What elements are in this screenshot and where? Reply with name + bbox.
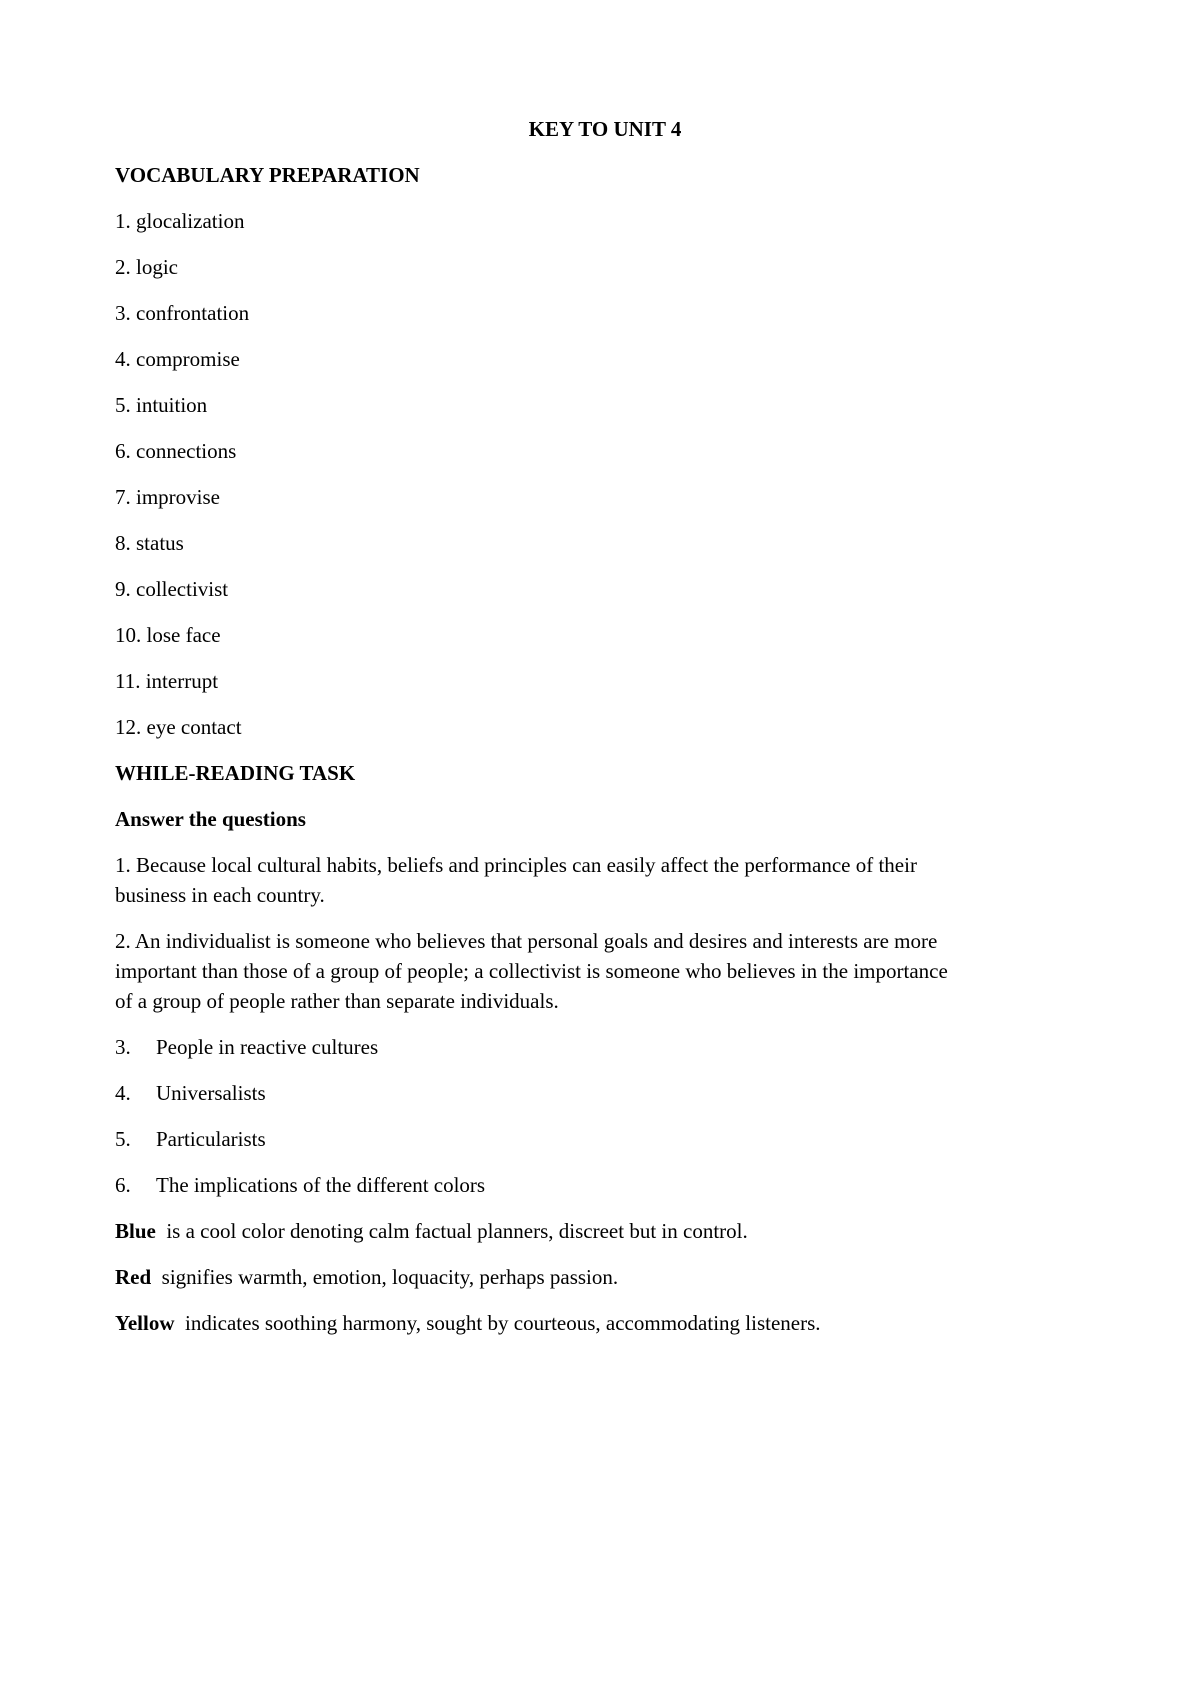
answer-5: [115, 1124, 1095, 1154]
vocab-item: 10. lose face: [115, 623, 221, 647]
vocab-item: 9. collectivist: [115, 577, 229, 601]
vocab-item: 8. status: [115, 531, 184, 555]
color-blue: [115, 1216, 1095, 1246]
vocab-item: 3. confrontation: [115, 301, 250, 325]
vocabulary-heading: VOCABULARY PREPARATION: [115, 163, 420, 187]
color-name: Red: [115, 1265, 152, 1289]
answer-number: 4.: [115, 1081, 131, 1105]
answer-number: 3.: [115, 1035, 131, 1059]
color-red: [115, 1262, 1095, 1292]
color-description: is a cool color denoting calm factual planners, discreet but in control.: [166, 1219, 748, 1243]
vocab-item: 2. logic: [115, 255, 178, 279]
answer-questions-subheading: Answer the questions: [115, 807, 306, 831]
vocab-item: 7. improvise: [115, 485, 220, 509]
vocab-item: 5. intuition: [115, 393, 208, 417]
answer-2-line: of a group of people rather than separate individuals.: [115, 989, 559, 1013]
answer-1-line: 1. Because local cultural habits, beliefs and principles can easily affect the performance of their: [115, 853, 917, 877]
answer-6: [115, 1170, 1095, 1200]
answer-text: People in reactive cultures: [156, 1035, 379, 1059]
document-content: [115, 114, 1095, 1354]
page-title: KEY TO UNIT 4: [528, 117, 682, 141]
answer-1: [115, 850, 1095, 910]
answer-number: 5.: [115, 1127, 131, 1151]
answer-text: Particularists: [156, 1127, 266, 1151]
vocab-item: 11. interrupt: [115, 669, 219, 693]
color-yellow: [115, 1308, 1095, 1338]
color-name: Blue: [115, 1219, 156, 1243]
answer-2-line: 2. An individualist is someone who believes that personal goals and desires and interests are more: [115, 929, 938, 953]
answer-1-line: business in each country.: [115, 883, 325, 907]
answer-text: Universalists: [156, 1081, 266, 1105]
answer-4: [115, 1078, 1095, 1108]
vocab-item: 1. glocalization: [115, 209, 245, 233]
color-description: indicates soothing harmony, sought by courteous, accommodating listeners.: [185, 1311, 821, 1335]
answer-number: 6.: [115, 1173, 131, 1197]
answer-text: The implications of the different colors: [156, 1173, 486, 1197]
answer-3: [115, 1032, 1095, 1062]
color-description: signifies warmth, emotion, loquacity, perhaps passion.: [161, 1265, 619, 1289]
color-name: Yellow: [115, 1311, 175, 1335]
vocab-item: 4. compromise: [115, 347, 240, 371]
vocab-item: 6. connections: [115, 439, 237, 463]
while-reading-heading: WHILE-READING TASK: [115, 761, 356, 785]
vocab-item: 12. eye contact: [115, 715, 242, 739]
answer-2: [115, 926, 1095, 1016]
answer-2-line: important than those of a group of people; a collectivist is someone who believes in the importance: [115, 959, 948, 983]
